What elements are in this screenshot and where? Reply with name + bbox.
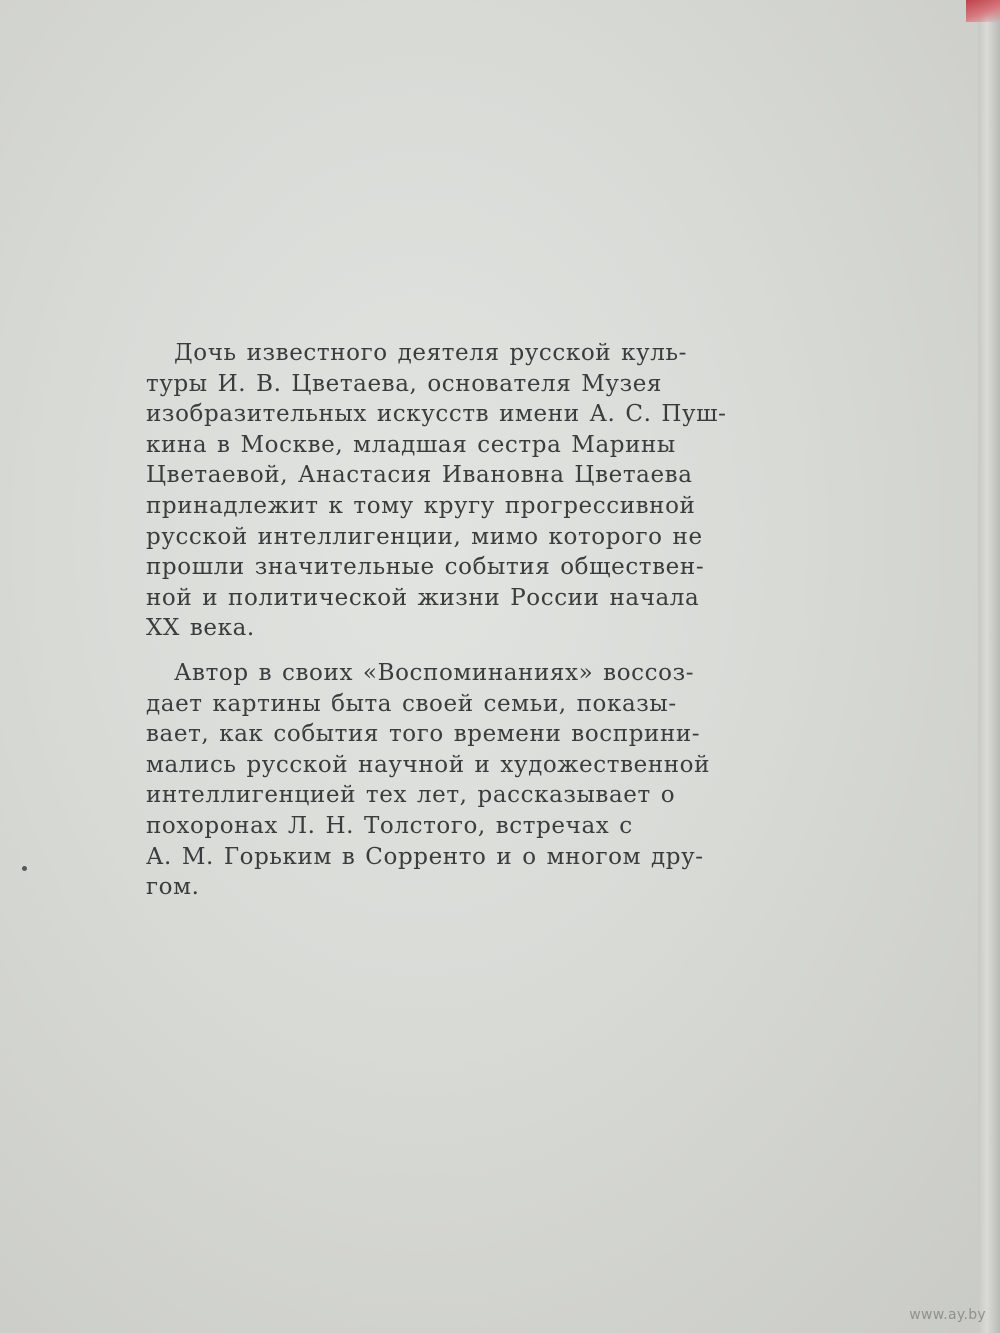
- paragraph-2: [146, 658, 811, 903]
- text-line: похоронах Л. Н. Толстого, встречах с: [146, 812, 633, 839]
- page-edge: [978, 0, 1000, 1333]
- text-line: мались русской научной и художественной: [146, 751, 711, 778]
- text-line: дает картины быта своей семьи, показы-: [146, 690, 677, 717]
- text-line: Автор в своих «Воспоминаниях» воссоз-: [174, 659, 695, 686]
- text-line: А. М. Горьким в Сорренто и о многом дру-: [146, 843, 704, 870]
- annotation-text: [146, 338, 811, 917]
- text-line: туры И. В. Цветаева, основателя Музея: [146, 370, 663, 397]
- text-line: изобразительных искусств имени А. С. Пуш-: [146, 401, 727, 428]
- ink-speck: [22, 866, 27, 871]
- text-line: ной и политической жизни России начала: [146, 584, 700, 611]
- paragraph-1: [146, 338, 811, 644]
- text-line: Цветаевой, Анастасия Ивановна Цветаева: [146, 462, 693, 489]
- watermark: www.ay.by: [909, 1307, 986, 1323]
- text-line: принадлежит к тому кругу прогрессивной: [146, 492, 696, 519]
- text-line: кина в Москве, младшая сестра Марины: [146, 431, 676, 458]
- text-line: русской интеллигенции, мимо которого не: [146, 523, 703, 550]
- text-line: интеллигенцией тех лет, рассказывает о: [146, 782, 676, 809]
- text-line: вает, как события того времени восприни-: [146, 721, 701, 748]
- text-line: гом.: [146, 874, 200, 901]
- text-line: XX века.: [146, 615, 255, 642]
- red-corner-accent: [966, 0, 1000, 22]
- text-line: прошли значительные события обществен-: [146, 554, 705, 581]
- text-line: Дочь известного деятеля русской куль-: [174, 340, 687, 366]
